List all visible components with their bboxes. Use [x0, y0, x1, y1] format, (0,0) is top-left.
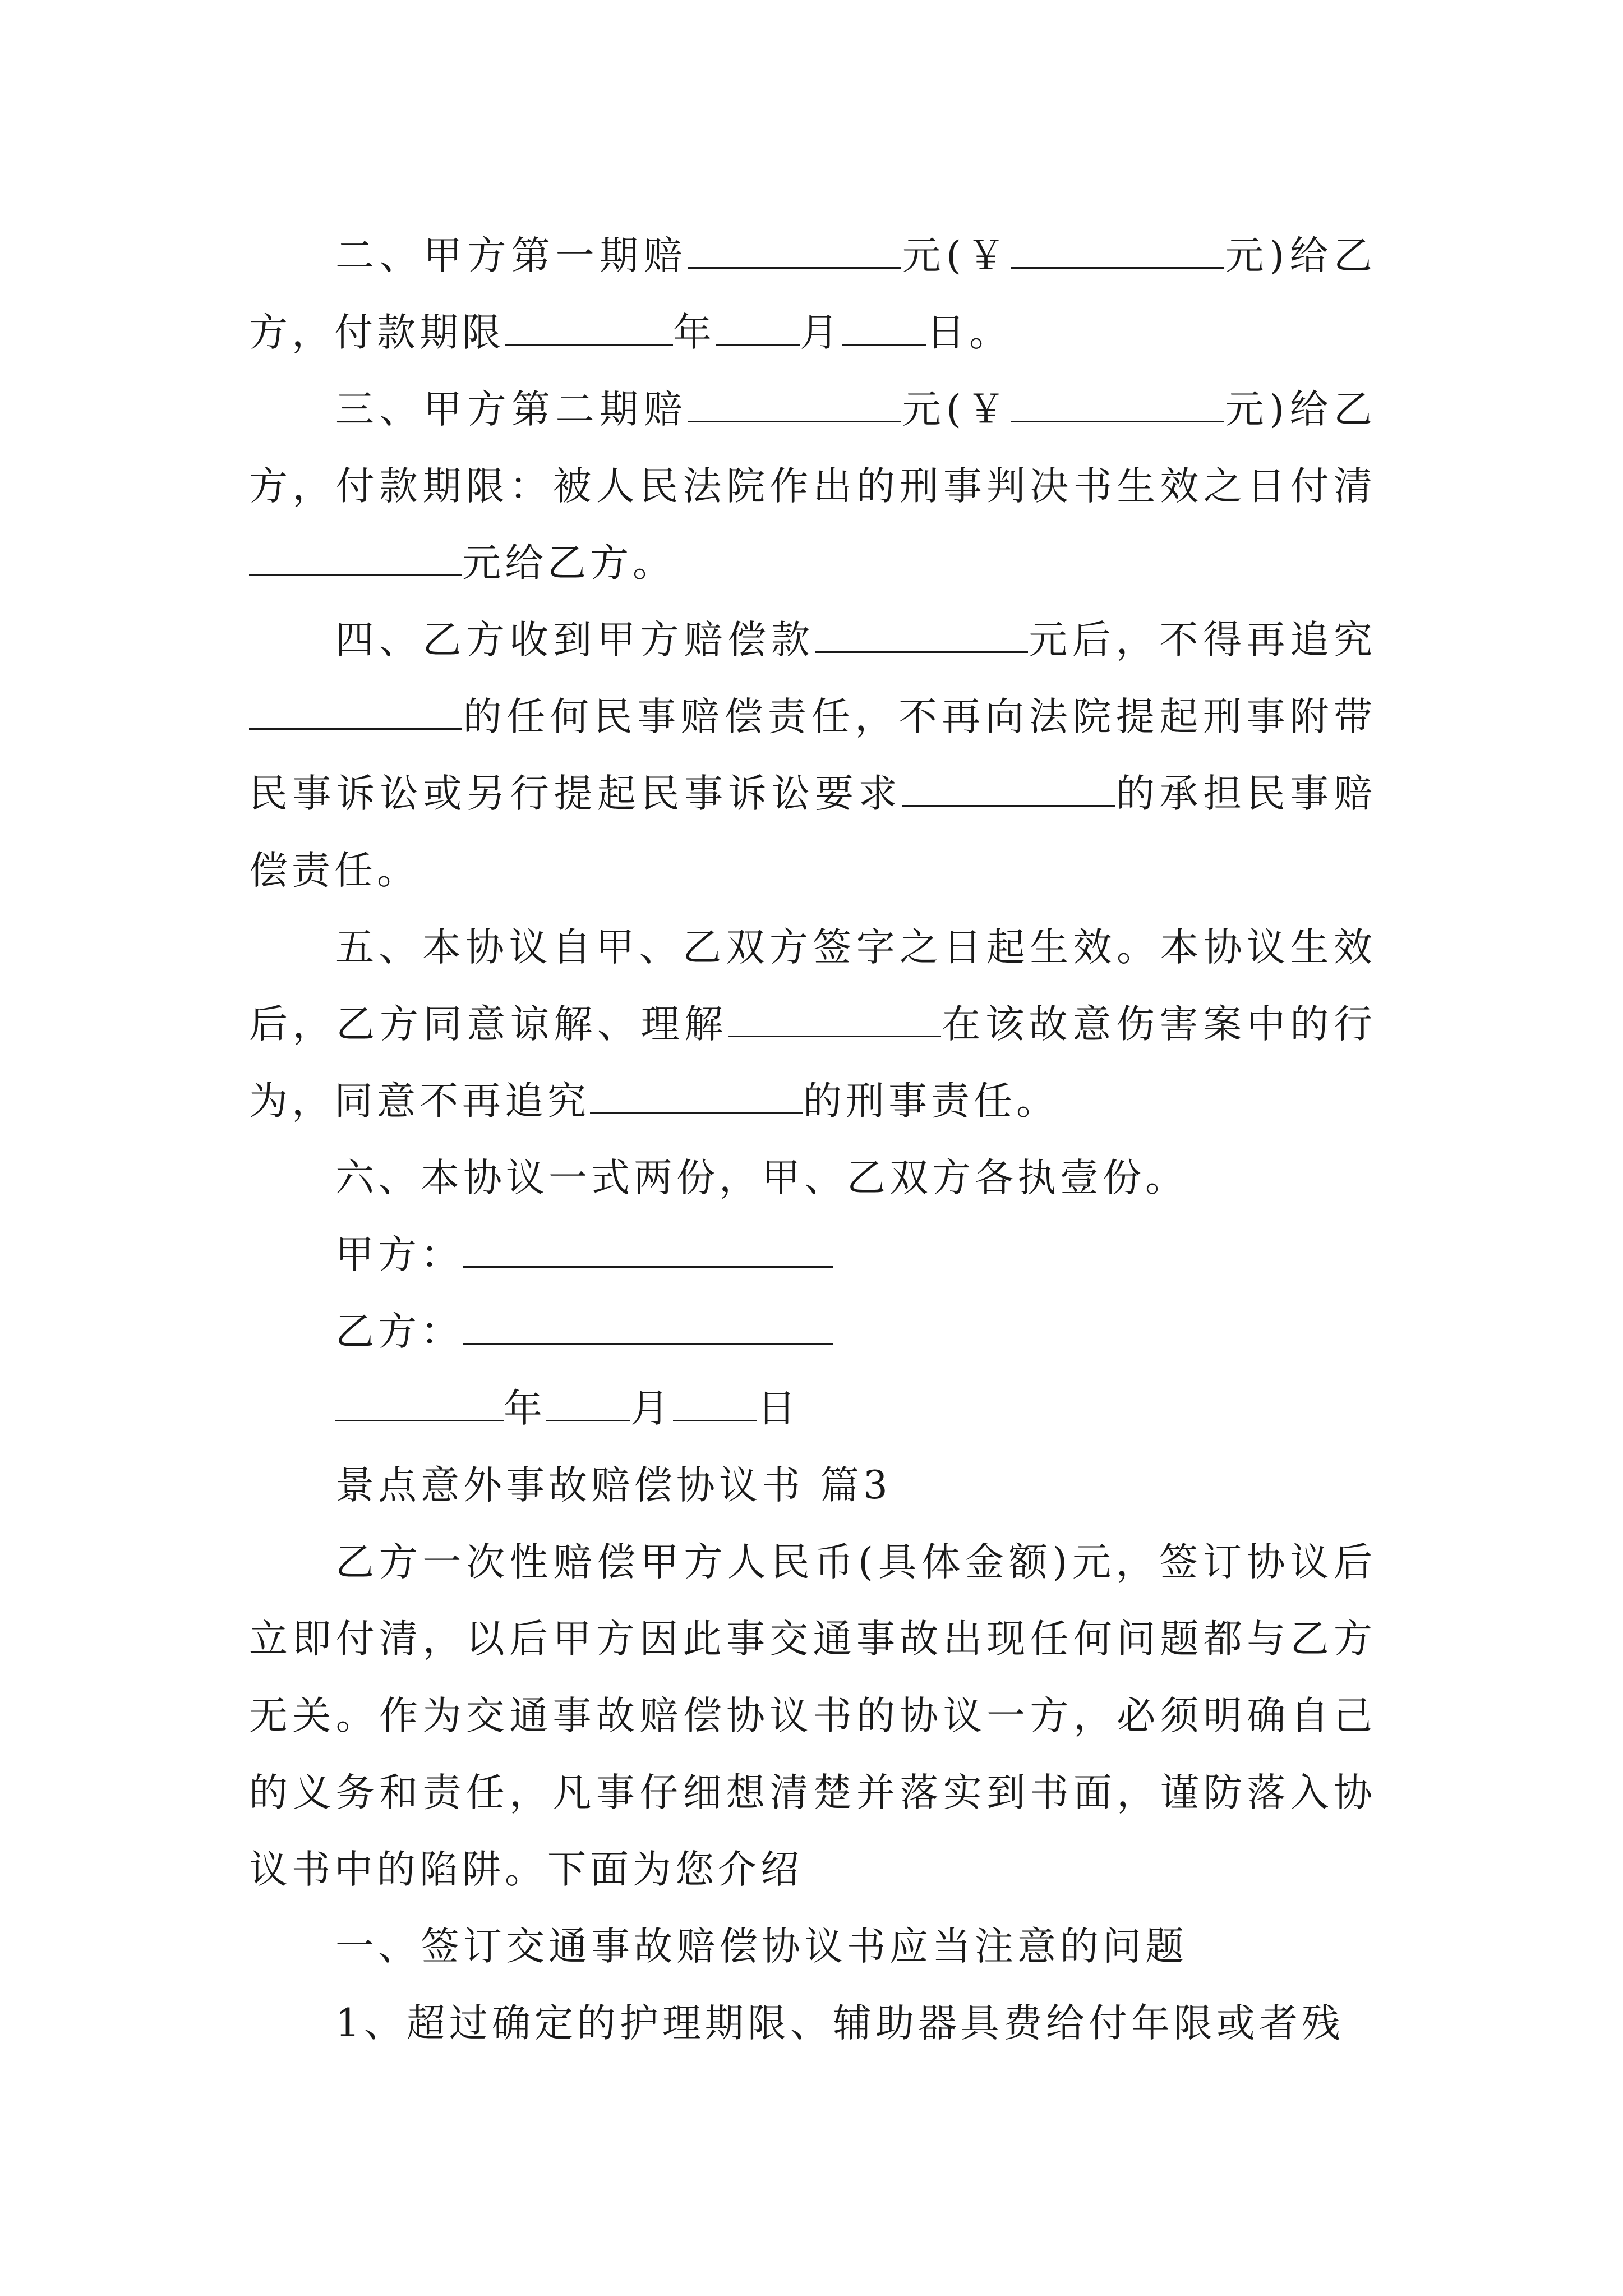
party-b-label: 乙方： [335, 1309, 463, 1354]
clause-2-text-1: 二、甲方第一期赔 [335, 233, 688, 278]
blank-field[interactable] [688, 389, 901, 422]
year-label: 年 [504, 1386, 546, 1431]
section-3-paragraph: 乙方一次性赔偿甲方人民币(具体金额)元，签订协议后立即付清，以后甲方因此事交通事故出现任何问题都与乙方无关。作为交通事故赔偿协议书的协议一方，必须明确自己的义务和责任，凡事仔细想清楚并落实到书面，谨防落入协议书中的陷阱。下面为您介绍 [249, 1540, 1376, 1892]
party-a-signature [249, 1217, 1376, 1294]
clause-2-text-2: 元(￥ [901, 233, 1011, 278]
blank-field[interactable] [716, 312, 800, 346]
clause-2 [249, 218, 1376, 371]
section-3-heading: 一、签订交通事故赔偿协议书应当注意的问题 [335, 1924, 1188, 1969]
clause-4-text-1: 四、乙方收到甲方赔偿款 [335, 618, 815, 662]
clause-5-text-3: 的刑事责任。 [803, 1079, 1059, 1124]
blank-field[interactable] [728, 1004, 941, 1037]
blank-field[interactable] [902, 774, 1115, 807]
clause-5-text-1: 五、本协议自甲、乙双方签字之日起生效。本协议生效后，乙方同意谅解、理解 [249, 925, 1376, 1047]
document-body [249, 218, 1376, 2062]
clause-4-text-4: 的承担民事赔偿责任。 [249, 771, 1377, 893]
party-b-signature-field[interactable] [463, 1312, 833, 1345]
blank-field[interactable] [249, 697, 462, 730]
clause-6: 六、本协议一式两份，甲、乙双方各执壹份。 [335, 1156, 1188, 1200]
blank-field[interactable] [249, 543, 462, 576]
year-field[interactable] [335, 1388, 504, 1421]
clause-2-text-3: 元)给乙方，付款期限 [249, 233, 1377, 355]
section-3-item-1: 1、超过确定的护理期限、辅助器具费给付年限或者残 [335, 2001, 1344, 2046]
blank-field[interactable] [815, 620, 1028, 653]
blank-field[interactable] [505, 312, 673, 346]
clause-3-text-1: 三、甲方第二期赔 [335, 387, 688, 432]
party-a-label: 甲方： [335, 1232, 463, 1277]
clause-3 [249, 371, 1376, 602]
clause-4 [249, 602, 1376, 909]
clause-3-text-4: 元给乙方。 [462, 541, 675, 586]
clause-5-text-2: 在该故意伤害案中的行为，同意不再追究 [249, 1002, 1377, 1124]
blank-field[interactable] [590, 1081, 803, 1114]
clause-3-text-3: 元)给乙方，付款期限：被人民法院作出的刑事判决书生效之日付清 [249, 387, 1377, 509]
section-3-title: 景点意外事故赔偿协议书 篇3 [335, 1463, 892, 1508]
clause-2-text-5: 月 [800, 310, 842, 355]
party-b-signature [249, 1294, 1376, 1370]
month-label: 月 [630, 1386, 673, 1431]
clause-3-text-2: 元(￥ [901, 387, 1011, 432]
clause-2-text-4: 年 [673, 310, 716, 355]
clause-4-text-3: 的任何民事赔偿责任，不再向法院提起刑事附带民事诉讼或另行提起民事诉讼要求 [249, 694, 1376, 816]
blank-field[interactable] [842, 312, 926, 346]
day-label: 日 [757, 1386, 800, 1431]
blank-field[interactable] [1011, 236, 1224, 269]
date-line [249, 1370, 1376, 1447]
clause-2-text-6: 日。 [926, 310, 1012, 355]
party-a-signature-field[interactable] [463, 1235, 833, 1268]
clause-4-text-2: 元后，不得再追究 [1027, 618, 1377, 662]
month-field[interactable] [546, 1388, 630, 1421]
blank-field[interactable] [1011, 389, 1224, 422]
day-field[interactable] [673, 1388, 757, 1421]
blank-field[interactable] [688, 236, 901, 269]
clause-5 [249, 909, 1376, 1140]
